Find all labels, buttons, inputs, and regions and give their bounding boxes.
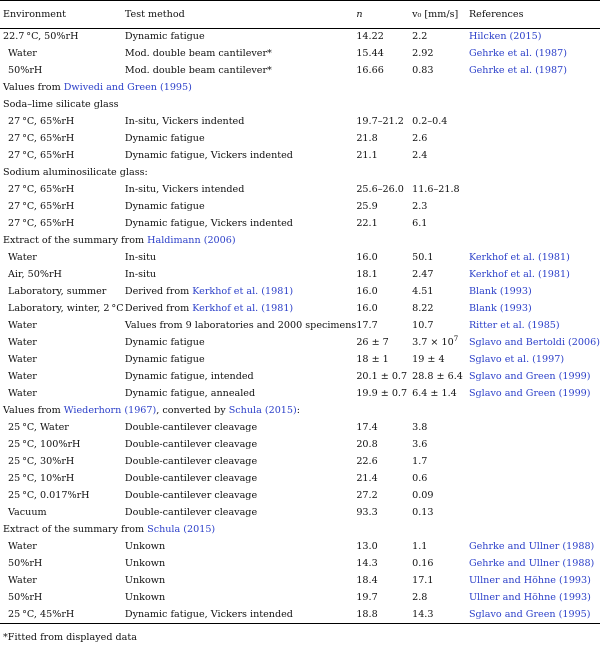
table-row [0,471,600,488]
cell-test-method: Unkown [124,575,166,587]
cell-v0 [412,335,469,352]
section-citation-link[interactable]: Dwivedi and Green (1995) [63,82,192,94]
cell-n: 19.7–21.2 [356,116,404,128]
table-row [0,301,600,318]
cell-v0: 19 ± 4 [412,354,445,366]
cell-environment: 50%rH [8,592,43,604]
cell-n: 93.3 [356,507,378,519]
cell-n: 21.4 [356,473,378,485]
cell-environment: 25 °C, 0.017%rH [8,490,90,502]
section-row [0,233,600,250]
cell-test-method: In-situ [124,269,157,281]
cell-n: 25.6–26.0 [356,184,404,196]
method-citation-link[interactable]: Kerkhof et al. (1981) [192,286,294,298]
cell-v0: 0.09 [412,490,434,502]
cell-reference[interactable]: Gehrke et al. (1987) [468,65,567,77]
cell-v0: 11.6–21.8 [412,184,460,196]
cell-n: 18.4 [356,575,378,587]
cell-reference[interactable]: Blank (1993) [468,303,532,315]
cell-v0: 0.2–0.4 [412,116,448,128]
cell-n: 20.1 ± 0.7 [356,371,408,383]
section-heading [0,522,600,539]
cell-v0: 8.22 [412,303,434,315]
table-row [0,29,600,46]
cell-environment: Water [8,371,37,383]
cell-test-method: Dynamic fatigue, Vickers indented [124,218,293,230]
cell-environment: 25 °C, 45%rH [8,608,75,620]
table-row [0,131,600,148]
cell-test-method: Dynamic fatigue [124,133,205,145]
cell-environment: 27 °C, 65%rH [8,150,75,162]
cell-reference [469,131,600,148]
cell-reference[interactable]: Sglavo and Green (1999) [468,388,591,400]
cell-v0: 2.3 [412,201,428,213]
cell-environment: Water [8,388,37,400]
method-citation-link[interactable]: Kerkhof et al. (1981) [192,303,294,315]
table-row [0,267,600,284]
cell-n: 16.66 [356,65,384,77]
table-row [0,352,600,369]
cell-reference [469,420,600,437]
cell-reference[interactable]: Sglavo and Bertoldi (2006) [468,337,600,349]
cell-test-method: Unkown [124,541,166,553]
cell-environment: 27 °C, 65%rH [8,184,75,196]
cell-reference[interactable]: Gehrke et al. (1987) [468,48,567,60]
cell-environment: 27 °C, 65%rH [8,133,75,145]
table-row [0,556,600,573]
cell-n: 19.9 ± 0.7 [356,388,408,400]
table-row [0,505,600,522]
cell-environment: 22.7 °C, 50%rH [3,31,79,43]
table-row [0,369,600,386]
cell-n: 18.1 [356,269,378,281]
section-row [0,80,600,97]
cell-v0: 3.6 [412,439,428,451]
section-text: : [296,405,300,417]
cell-n: 16.0 [356,286,378,298]
cell-n: 17.4 [356,422,378,434]
cell-n: 18.8 [356,608,378,620]
cell-environment: 25 °C, Water [8,422,69,434]
header-test-method: Test method [124,8,185,20]
cell-n: 19.7 [356,592,378,604]
cell-n: 20.8 [356,439,378,451]
table-row [0,250,600,267]
cell-test-method: Values from 9 laboratories and 2000 specimens [124,320,357,332]
cell-environment: Water [8,320,37,332]
table-row [0,46,600,63]
header-v0: v₀ [mm/s] [412,8,459,20]
table-row [0,420,600,437]
cell-v0: 2.2 [412,31,428,43]
section-citation-link[interactable]: Schula (2015) [228,405,297,417]
cell-test-method: Unkown [124,592,166,604]
section-row [0,165,600,182]
section-text: Extract of the summary from [3,235,148,247]
cell-reference [469,114,600,131]
table-row [0,437,600,454]
cell-v0: 17.1 [412,575,434,587]
section-row [0,522,600,539]
cell-v0: 6.1 [412,218,428,230]
cell-environment: Laboratory, summer [8,286,107,298]
cell-reference [469,199,600,216]
header-row [0,1,600,29]
table-row [0,284,600,301]
cell-v0: 1.1 [412,541,428,553]
cell-environment: Air, 50%rH [8,269,62,281]
cell-n: 27.2 [356,490,378,502]
table-row [0,488,600,505]
table-row [0,573,600,590]
cell-n: 18 ± 1 [356,354,389,366]
cell-test-method: In-situ, Vickers indented [124,116,245,128]
cell-test-method: Double-cantilever cleavage [124,507,258,519]
cell-n: 14.3 [356,558,378,570]
cell-test-method: Dynamic fatigue [124,354,205,366]
table-row [0,318,600,335]
cell-v0: 2.92 [412,48,434,60]
cell-test-method: Double-cantilever cleavage [124,422,258,434]
method-text: Derived from [124,303,193,315]
cell-test-method: Dynamic fatigue, annealed [124,388,256,400]
cell-reference[interactable]: Kerkhof et al. (1981) [468,252,570,264]
cell-v0: 50.1 [412,252,434,264]
cell-test-method: Mod. double beam cantilever* [124,48,272,60]
cell-environment: Vacuum [8,507,47,519]
table-row [0,386,600,403]
cell-environment: Water [8,48,37,60]
cell-test-method: Mod. double beam cantilever* [124,65,272,77]
cell-reference [469,148,600,165]
table-row [0,335,600,352]
cell-environment: 50%rH [8,558,43,570]
cell-reference [469,182,600,199]
cell-reference[interactable]: Sglavo and Green (1999) [468,371,591,383]
cell-v0: 0.83 [412,65,434,77]
section-heading [0,233,600,250]
table-row [0,539,600,556]
footnote: *Fitted from displayed data [3,632,137,643]
cell-test-method: Double-cantilever cleavage [124,439,258,451]
table-body [0,29,600,624]
header-references: References [468,8,524,20]
cell-environment: Water [8,354,37,366]
cell-v0: 28.8 ± 6.4 [412,371,463,383]
cell-test-method [125,301,356,318]
cell-v0: 2.47 [412,269,434,281]
section-text: , converted by [156,405,229,417]
section-text: Values from [3,82,64,94]
cell-test-method: Dynamic fatigue [124,31,205,43]
cell-environment: Water [8,575,37,587]
cell-v0: 2.4 [412,150,428,162]
cell-v0: 1.7 [412,456,428,468]
header-environment: Environment [3,8,67,20]
cell-test-method: Unkown [124,558,166,570]
cell-v0: 6.4 ± 1.4 [412,388,457,400]
table-row [0,63,600,80]
section-text: Values from [3,405,64,417]
cell-v0: 0.13 [412,507,434,519]
cell-environment: 25 °C, 10%rH [8,473,75,485]
cell-test-method: In-situ [124,252,157,264]
cell-reference [469,488,600,505]
table-row [0,199,600,216]
section-text: Sodium aluminosilicate glass: [3,167,148,179]
cell-n: 22.1 [356,218,378,230]
table-row [0,216,600,233]
cell-reference [469,454,600,471]
section-row [0,403,600,420]
cell-n: 26 ± 7 [356,337,389,349]
cell-reference[interactable]: Ullner and Höhne (1993) [468,575,591,587]
cell-reference [469,471,600,488]
cell-n: 16.0 [356,303,378,315]
section-heading [0,80,600,97]
header-n-symbol: n [356,8,363,20]
section-row [0,97,600,114]
cell-reference[interactable]: Hilcken (2015) [468,31,542,43]
method-text: Derived from [124,286,193,298]
cell-v0: 4.51 [412,286,434,298]
cell-test-method: In-situ, Vickers intended [124,184,245,196]
v0-exponent: 7 [453,335,459,344]
header-n [356,1,412,29]
section-text: Soda–lime silicate glass [3,99,119,111]
v0-base: 3.7 × 10 [412,337,454,349]
cell-reference[interactable]: Gehrke and Ullner (1988) [468,558,595,570]
cell-v0: 10.7 [412,320,434,332]
cell-reference [469,505,600,522]
section-text: Extract of the summary from [3,524,148,536]
cell-environment: Water [8,541,37,553]
cell-n: 21.1 [356,150,378,162]
cell-environment: Water [8,252,37,264]
cell-test-method: Double-cantilever cleavage [124,456,258,468]
cell-environment: 25 °C, 30%rH [8,456,75,468]
table-row [0,607,600,624]
cell-reference [469,437,600,454]
cell-n: 14.22 [356,31,384,43]
cell-environment: 50%rH [8,65,43,77]
cell-test-method: Double-cantilever cleavage [124,490,258,502]
cell-reference[interactable]: Kerkhof et al. (1981) [468,269,570,281]
cell-v0: 0.16 [412,558,434,570]
cell-environment: 25 °C, 100%rH [8,439,81,451]
cell-test-method: Dynamic fatigue [124,337,205,349]
cell-environment: 27 °C, 65%rH [8,116,75,128]
cell-n: 25.9 [356,201,378,213]
cell-n: 21.8 [356,133,378,145]
cell-n: 13.0 [356,541,378,553]
cell-environment: 27 °C, 65%rH [8,218,75,230]
cell-v0: 2.8 [412,592,428,604]
cell-n: 22.6 [356,456,378,468]
section-citation-link[interactable]: Schula (2015) [147,524,216,536]
cell-environment: Water [8,337,37,349]
table-row [0,148,600,165]
cell-v0: 3.8 [412,422,428,434]
section-heading [0,165,600,182]
cell-test-method: Dynamic fatigue [124,201,205,213]
cell-n: 17.7 [356,320,378,332]
cell-test-method: Double-cantilever cleavage [124,473,258,485]
table-row [0,590,600,607]
cell-reference[interactable]: Sglavo and Green (1995) [468,608,591,620]
cell-environment: Laboratory, winter, 2 °C [8,303,124,315]
table-row [0,454,600,471]
cell-v0: 2.6 [412,133,428,145]
section-heading [0,403,600,420]
table-header [0,1,600,29]
cell-reference[interactable]: Ritter et al. (1985) [468,320,560,332]
section-citation-link[interactable]: Haldimann (2006) [147,235,236,247]
cell-reference[interactable]: Ullner and Höhne (1993) [468,592,591,604]
cell-reference[interactable]: Gehrke and Ullner (1988) [468,541,595,553]
cell-n: 16.0 [356,252,378,264]
cell-environment: 27 °C, 65%rH [8,201,75,213]
table-row [0,182,600,199]
cell-test-method: Dynamic fatigue, Vickers intended [124,608,293,620]
cell-reference[interactable]: Sglavo et al. (1997) [468,354,565,366]
cell-test-method: Dynamic fatigue, Vickers indented [124,150,293,162]
cell-v0: 0.6 [412,473,428,485]
cell-test-method [125,284,356,301]
section-citation-link[interactable]: Wiederhorn (1967) [63,405,157,417]
table-row [0,114,600,131]
cell-reference [469,216,600,233]
cell-v0: 14.3 [412,608,434,620]
section-heading [0,97,600,114]
cell-test-method: Dynamic fatigue, intended [124,371,254,383]
cell-reference[interactable]: Blank (1993) [468,286,532,298]
cell-n: 15.44 [356,48,384,60]
